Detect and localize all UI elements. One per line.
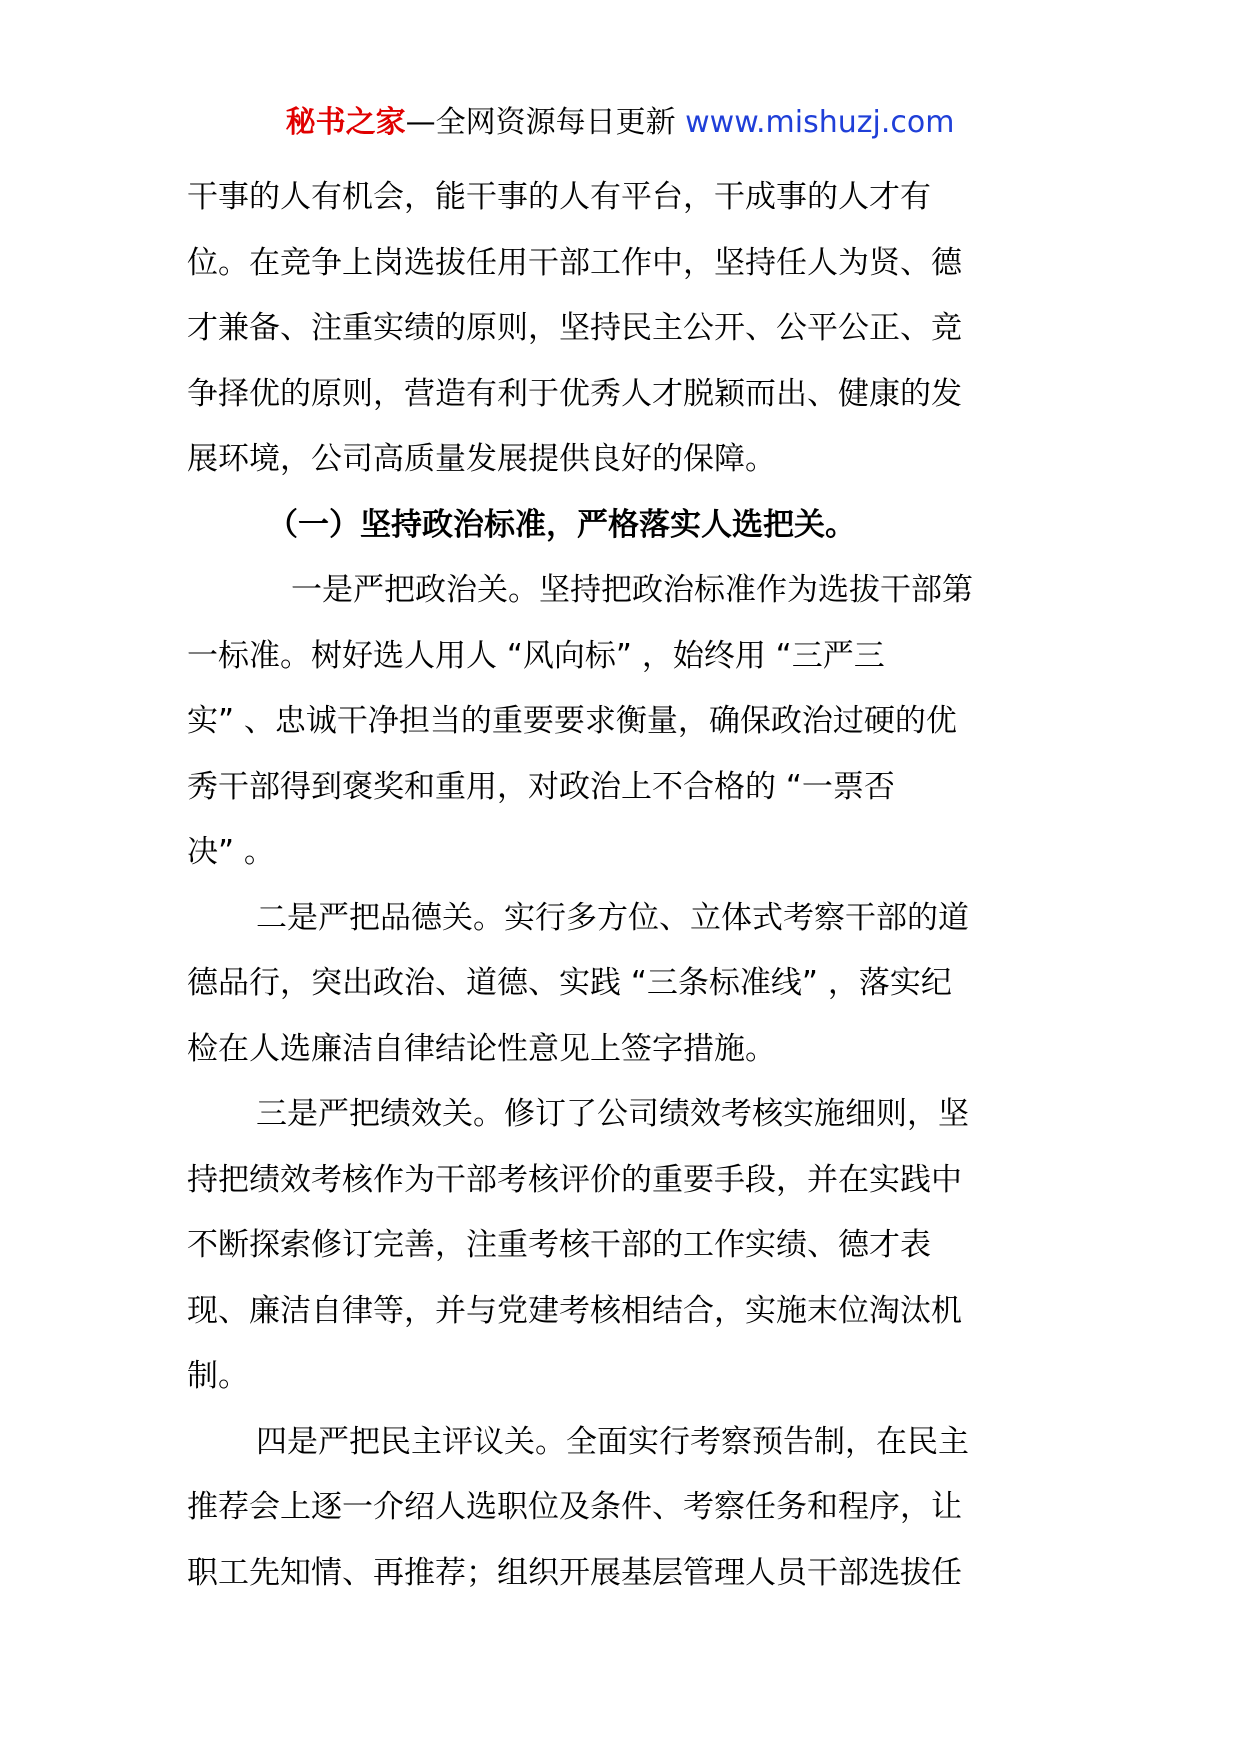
paragraph-line: 制。 — [187, 1358, 249, 1394]
site-brand: 秘书之家 — [285, 105, 406, 140]
paragraph-line: 决” 。 — [187, 834, 275, 870]
section-heading: （一）坚持政治标准，严格落实人选把关。 — [267, 506, 856, 543]
document-body — [187, 165, 1053, 1606]
paragraph-line: 现、廉洁自律等，并与党建考核相结合，实施末位淘汰机 — [187, 1292, 962, 1329]
paragraph-line: 二是严把品德关。实行多方位、立体式考察干部的道 — [256, 899, 969, 936]
site-tagline: —全网资源每日更新 — [405, 105, 686, 140]
paragraph-line: 一标准。树好选人用人 “风向标” ，始终用 “三严三 — [187, 637, 885, 674]
paragraph-line: 干事的人有机会，能干事的人有平台，干成事的人才有 — [187, 179, 931, 215]
paragraph-line: 持把绩效考核作为干部考核评价的重要手段，并在实践中 — [187, 1161, 962, 1198]
paragraph-line: 实” 、忠诚干净担当的重要要求衡量，确保政治过硬的优 — [187, 703, 957, 739]
paragraph-line: 四是严把民主评议关。全面实行考察预告制，在民主 — [256, 1423, 969, 1460]
paragraph-line: 不断探索修订完善，注重考核干部的工作实绩、德才表 — [187, 1227, 931, 1263]
site-url-link[interactable]: www.mishuzj.com — [685, 105, 955, 140]
paragraph-line: 推荐会上逐一介绍人选职位及条件、考察任务和程序，让 — [187, 1489, 962, 1525]
paragraph-line: 职工先知情、再推荐；组织开展基层管理人员干部选拔任 — [187, 1554, 962, 1591]
paragraph-line: 秀干部得到褒奖和重用，对政治上不合格的 “一票否 — [187, 768, 895, 805]
paragraph-line: 一是严把政治关。坚持把政治标准作为选拔干部第 — [291, 572, 973, 608]
paragraph-line: 三是严把绩效关。修订了公司绩效考核实施细则，坚 — [256, 1096, 969, 1132]
paragraph-line: 展环境，公司高质量发展提供良好的保障。 — [187, 441, 776, 477]
site-header — [0, 100, 1240, 146]
paragraph-line: 争择优的原则，营造有利于优秀人才脱颖而出、健康的发 — [187, 375, 962, 412]
paragraph-line: 检在人选廉洁自律结论性意见上签字措施。 — [187, 1030, 776, 1067]
paragraph-line: 才兼备、注重实绩的原则，坚持民主公开、公平公正、竞 — [187, 310, 962, 346]
paragraph-line: 德品行，突出政治、道德、实践 “三条标准线” ，落实纪 — [187, 965, 952, 1001]
paragraph-line: 位。在竞争上岗选拔任用干部工作中，坚持任人为贤、德 — [187, 244, 962, 281]
